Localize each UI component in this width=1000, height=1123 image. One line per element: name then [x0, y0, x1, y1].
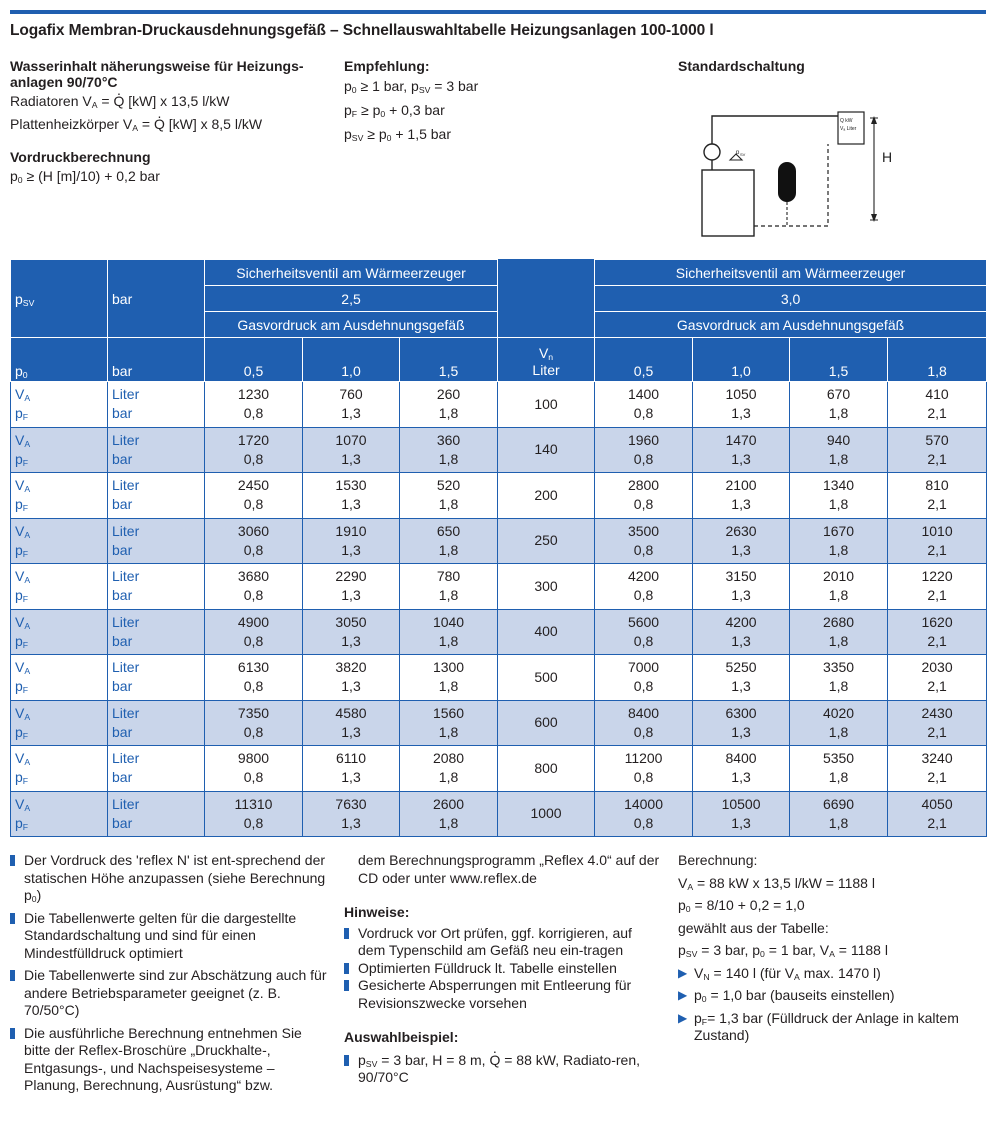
table-cell: 6300 1,3	[693, 700, 790, 746]
table-cell: 7630 1,3	[303, 791, 400, 837]
notes-column	[10, 852, 330, 1095]
top-rule	[10, 10, 986, 14]
table-row	[11, 791, 987, 837]
table-row	[11, 564, 987, 610]
group2-gas-title: Gasvordruck am Ausdehnungsgefäß	[595, 312, 987, 338]
table-cell: 2100 1,3	[693, 473, 790, 519]
table-cell: 9800 0,8	[205, 746, 303, 792]
table-cell: 1720 0,8	[205, 427, 303, 473]
vordruck-formula: $p_0 \ge (H$ [m]/10) + 0,2 bar	[10, 168, 160, 186]
row-units: Liter bar	[108, 746, 205, 792]
recommendation-line-1: $p_0 \ge 1$ bar, $p_{SV} = 3$ bar	[344, 78, 479, 96]
row-symbols: $V_A$ $p_F$	[11, 518, 108, 564]
calculation-column	[678, 852, 988, 1045]
row-symbols: $V_A$ $p_F$	[11, 700, 108, 746]
calc-line-2: $p_0 = 8/10 + 0,2 = 1,0$	[678, 897, 805, 915]
group1-value: 2,5	[205, 286, 498, 312]
p0-value: 0,5	[205, 338, 303, 382]
table-row	[11, 746, 987, 792]
note-4: Die ausführliche Berechnung entnehmen Sie bitte der Reflex-Broschüre „Druckhalte-, Entgasungs-, und Nachspeisesysteme – Planung, Berechnung, Ausrüstung“ bzw.	[10, 1025, 330, 1095]
table-cell: 2800 0,8	[595, 473, 693, 519]
table-cell: 10500 1,3	[693, 791, 790, 837]
table-body	[11, 382, 987, 837]
expansion-vessel-shape	[778, 162, 796, 202]
table-cell: 2030 2,1	[888, 655, 987, 701]
result-3: ▶ $p_F= 1,3$ bar (Fülldruck der Anlage in kaltem Zustand)	[678, 1010, 988, 1045]
middle-column	[344, 852, 660, 1087]
table-cell: 670 1,8	[790, 382, 888, 428]
vn-cell: 800	[498, 746, 595, 792]
table-cell: 5250 1,3	[693, 655, 790, 701]
table-cell: 1560 1,8	[400, 700, 498, 746]
vordruck-heading: Vordruckberechnung	[10, 149, 151, 166]
table-cell: 4020 1,8	[790, 700, 888, 746]
page-title: Logafix Membran-Druckausdehnungsgefäß – Schnellauswahltabelle Heizungsanlagen 100-1000 l	[10, 22, 714, 39]
vn-cell: 1000	[498, 791, 595, 837]
consumer-volume-label: Vₐ Liter	[840, 126, 857, 132]
standard-circuit-heading: Standardschaltung	[678, 58, 805, 74]
table-cell: 4900 0,8	[205, 609, 303, 655]
table-cell: 3240 2,1	[888, 746, 987, 792]
table-cell: 6110 1,3	[303, 746, 400, 792]
table-cell: 410 2,1	[888, 382, 987, 428]
table-cell: 1530 1,3	[303, 473, 400, 519]
table-cell: 8400 0,8	[595, 700, 693, 746]
table-cell: 2290 1,3	[303, 564, 400, 610]
table-cell: 6130 0,8	[205, 655, 303, 701]
vn-cell: 600	[498, 700, 595, 746]
table-cell: 6690 1,8	[790, 791, 888, 837]
group1-gas-title: Gasvordruck am Ausdehnungsgefäß	[205, 312, 498, 338]
table-cell: 1050 1,3	[693, 382, 790, 428]
table-row	[11, 655, 987, 701]
vn-cell: 100	[498, 382, 595, 428]
psv-unit-header: bar	[108, 260, 205, 338]
table-cell: 7350 0,8	[205, 700, 303, 746]
table-cell: 11200 0,8	[595, 746, 693, 792]
p0-value: 0,5	[595, 338, 693, 382]
valve-psv-label-sub: SV	[740, 152, 746, 157]
example-heading: Auswahlbeispiel:	[344, 1029, 459, 1045]
table-cell: 8400 1,3	[693, 746, 790, 792]
hint-3: Gesicherte Absperrungen mit Entleerung für Revisionszwecke vorsehen	[344, 977, 660, 1012]
table-cell: 1070 1,3	[303, 427, 400, 473]
row-units: Liter bar	[108, 382, 205, 428]
table-cell: 760 1,3	[303, 382, 400, 428]
standard-circuit-diagram	[690, 96, 902, 242]
group2-value: 3,0	[595, 286, 987, 312]
radiator-formula: Radiatoren $V_A$ = · Q [kW] x 13,5 l/kW	[10, 93, 330, 109]
recommendation-section	[344, 58, 604, 142]
table-cell: 2010 1,8	[790, 564, 888, 610]
table-cell: 2430 2,1	[888, 700, 987, 746]
vn-cell: 300	[498, 564, 595, 610]
row-symbols: $V_A$ $p_F$	[11, 746, 108, 792]
table-cell: 2600 1,8	[400, 791, 498, 837]
table-cell: 810 2,1	[888, 473, 987, 519]
p0-value: 1,5	[400, 338, 498, 382]
table-cell: 3150 1,3	[693, 564, 790, 610]
note-3: Die Tabellenwerte sind zur Abschätzung auch für andere Betriebsparameter geeignet (z. B. 70/50°C)	[10, 967, 330, 1020]
table-row	[11, 427, 987, 473]
consumer-power-label: Q kW	[840, 118, 853, 124]
example-line: $p_{SV} = 3$ bar, H = 8 m, · Q = 88 kW, Radiato-ren, 90/70°C	[344, 1052, 660, 1087]
row-symbols: $V_A$ $p_F$	[11, 427, 108, 473]
row-units: Liter bar	[108, 791, 205, 837]
row-units: Liter bar	[108, 655, 205, 701]
calc-line-4: $p_{SV} = 3$ bar, $p_0 = 1$ bar, $V_A = 1188$ l	[678, 942, 888, 960]
table-row	[11, 518, 987, 564]
table-cell: 1910 1,3	[303, 518, 400, 564]
table-cell: 3500 0,8	[595, 518, 693, 564]
table-cell: 1470 1,3	[693, 427, 790, 473]
panel-formula: Plattenheizkörper $V_A$ = · Q [kW] x 8,5 l/kW	[10, 116, 330, 132]
table-cell: 5350 1,8	[790, 746, 888, 792]
vn-cell: 500	[498, 655, 595, 701]
note-1: Der Vordruck des 'reflex N' ist ent-sprechend der statischen Höhe anzupassen (siehe Berechnung $p_0$)	[10, 852, 330, 905]
row-symbols: $V_A$ $p_F$	[11, 609, 108, 655]
recommendation-heading: Empfehlung:	[344, 58, 430, 74]
p0-unit-header: bar	[108, 338, 205, 382]
height-label: H	[882, 149, 893, 165]
vn-header: $V_n$ Liter	[498, 338, 595, 382]
table-cell: 570 2,1	[888, 427, 987, 473]
row-symbols: $V_A$ $p_F$	[11, 382, 108, 428]
table-row	[11, 700, 987, 746]
table-cell: 11310 0,8	[205, 791, 303, 837]
water-heading-1: Wasserinhalt näherungsweise für Heizungs-	[10, 58, 304, 74]
blank-header	[498, 260, 595, 338]
hint-2: Optimierten Fülldruck lt. Tabelle einstellen	[344, 960, 660, 978]
row-units: Liter bar	[108, 564, 205, 610]
hints-heading: Hinweise:	[344, 904, 410, 920]
calc-line-1: $V_A = 88$ kW x 13,5 l/kW = 1188 l	[678, 874, 875, 892]
table-cell: 940 1,8	[790, 427, 888, 473]
p0-value: 1,0	[693, 338, 790, 382]
standard-circuit-section	[678, 58, 805, 74]
row-units: Liter bar	[108, 518, 205, 564]
vn-cell: 200	[498, 473, 595, 519]
table-cell: 2080 1,8	[400, 746, 498, 792]
water-content-section	[10, 58, 330, 185]
note-4-continued: dem Berechnungsprogramm „Reflex 4.0“ auf der CD oder unter www.reflex.de	[358, 852, 660, 886]
table-cell: 1340 1,8	[790, 473, 888, 519]
table-cell: 2450 0,8	[205, 473, 303, 519]
table-cell: 1620 2,1	[888, 609, 987, 655]
vn-cell: 250	[498, 518, 595, 564]
table-cell: 1230 0,8	[205, 382, 303, 428]
calc-line-3: gewählt aus der Tabelle:	[678, 919, 829, 936]
table-cell: 3680 0,8	[205, 564, 303, 610]
table-cell: 520 1,8	[400, 473, 498, 519]
recommendation-line-2: $p_F \ge p_0 + 0,3$ bar	[344, 102, 445, 120]
calculation-heading: Berechnung:	[678, 852, 758, 868]
table-cell: 1400 0,8	[595, 382, 693, 428]
table-cell: 360 1,8	[400, 427, 498, 473]
table-cell: 3050 1,3	[303, 609, 400, 655]
valve-psv-label: p	[736, 150, 740, 156]
row-units: Liter bar	[108, 427, 205, 473]
table-cell: 650 1,8	[400, 518, 498, 564]
table-cell: 1670 1,8	[790, 518, 888, 564]
recommendation-line-3: $p_{SV} \ge p_0 + 1,5$ bar	[344, 126, 451, 144]
table-cell: 2680 1,8	[790, 609, 888, 655]
note-2: Die Tabellenwerte gelten für die dargestellte Standardschaltung und sind für einen Mindestfülldruck optimiert	[10, 910, 330, 963]
group2-title: Sicherheitsventil am Wärmeerzeuger	[595, 260, 987, 286]
table-row	[11, 382, 987, 428]
result-2: ▶ $p_0 = 1,0$ bar (bauseits einstellen)	[678, 987, 988, 1005]
table-cell: 14000 0,8	[595, 791, 693, 837]
table-cell: 1220 2,1	[888, 564, 987, 610]
table-cell: 1010 2,1	[888, 518, 987, 564]
table-cell: 4200 1,3	[693, 609, 790, 655]
table-cell: 780 1,8	[400, 564, 498, 610]
water-heading-2: anlagen 90/70°C	[10, 74, 118, 91]
group1-title: Sicherheitsventil am Wärmeerzeuger	[205, 260, 498, 286]
table-cell: 1040 1,8	[400, 609, 498, 655]
table-cell: 4200 0,8	[595, 564, 693, 610]
table-cell: 1960 0,8	[595, 427, 693, 473]
row-units: Liter bar	[108, 473, 205, 519]
row-units: Liter bar	[108, 609, 205, 655]
table-cell: 3350 1,8	[790, 655, 888, 701]
selection-table	[10, 259, 987, 837]
table-cell: 7000 0,8	[595, 655, 693, 701]
hint-1: Vordruck vor Ort prüfen, ggf. korrigieren, auf dem Typenschild am Gefäß neu ein-tragen	[344, 925, 660, 960]
table-cell: 4580 1,3	[303, 700, 400, 746]
table-cell: 260 1,8	[400, 382, 498, 428]
table-cell: 3060 0,8	[205, 518, 303, 564]
row-units: Liter bar	[108, 700, 205, 746]
p0-header: $p_0$	[11, 338, 108, 382]
vn-cell: 140	[498, 427, 595, 473]
result-1: ▶ $V_N = 140$ l (für $V_A$ max. 1470 l)	[678, 965, 988, 983]
table-row	[11, 473, 987, 519]
row-symbols: $V_A$ $p_F$	[11, 564, 108, 610]
p0-value: 1,8	[888, 338, 987, 382]
psv-header: $p_{SV}$	[11, 260, 108, 338]
vn-cell: 400	[498, 609, 595, 655]
table-cell: 2630 1,3	[693, 518, 790, 564]
p0-value: 1,5	[790, 338, 888, 382]
table-cell: 3820 1,3	[303, 655, 400, 701]
table-row	[11, 609, 987, 655]
table-cell: 1300 1,8	[400, 655, 498, 701]
table-cell: 5600 0,8	[595, 609, 693, 655]
row-symbols: $V_A$ $p_F$	[11, 791, 108, 837]
row-symbols: $V_A$ $p_F$	[11, 655, 108, 701]
table-cell: 4050 2,1	[888, 791, 987, 837]
row-symbols: $V_A$ $p_F$	[11, 473, 108, 519]
p0-value: 1,0	[303, 338, 400, 382]
